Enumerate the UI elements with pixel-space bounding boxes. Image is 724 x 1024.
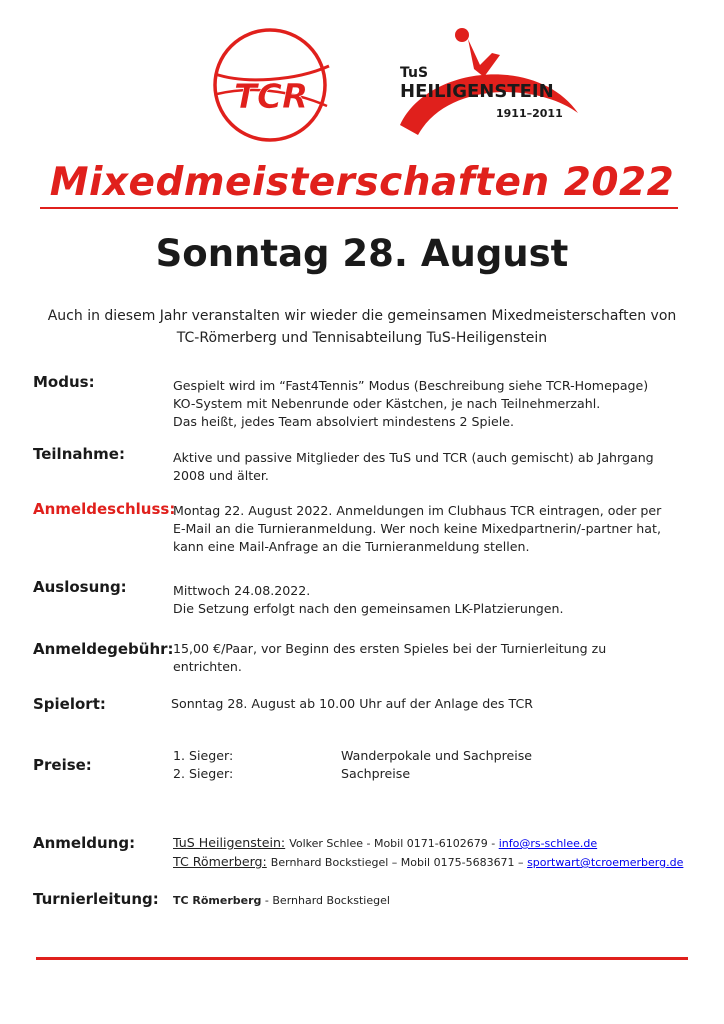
svg-text:HEILIGENSTEIN: HEILIGENSTEIN	[400, 81, 554, 102]
prize-places	[173, 747, 233, 783]
anmeldeschluss-line: kann eine Mail-Anfrage an die Turnieranmeldung stellen.	[173, 539, 530, 554]
modus-line: KO-System mit Nebenrunde oder Kästchen, je nach Teilnehmerzahl.	[173, 396, 601, 411]
intro-line-2: TC-Römerberg und Tennisabteilung TuS-Heiligenstein	[176, 330, 548, 346]
teilnahme-line: 2008 und älter.	[173, 468, 269, 483]
modus-label: Modus:	[33, 373, 95, 391]
title-underline	[40, 207, 678, 209]
modus-line: Das heißt, jedes Team absolviert mindestens 2 Spiele.	[173, 414, 515, 429]
tcr-logo	[205, 26, 335, 144]
spielort-text: Sonntag 28. August ab 10.00 Uhr auf der Anlage des TCR	[171, 696, 533, 711]
svg-text:TuS: TuS	[400, 65, 429, 81]
prize-place: 2. Sieger:	[173, 766, 234, 781]
teilnahme-text	[173, 449, 693, 485]
svg-text:1911–2011: 1911–2011	[496, 107, 563, 120]
auslosung-line: Mittwoch 24.08.2022.	[173, 583, 311, 598]
tus-heiligenstein-logo	[388, 25, 584, 143]
contact-row	[173, 834, 693, 853]
modus-text	[173, 377, 693, 431]
prize-item: Sachpreise	[341, 766, 411, 781]
intro-text	[20, 305, 704, 349]
modus-line: Gespielt wird im “Fast4Tennis” Modus (Beschreibung siehe TCR-Homepage)	[173, 378, 649, 393]
turnierleitung-text	[173, 892, 693, 910]
turnierleitung-label: Turnierleitung:	[33, 890, 159, 908]
intro-line-1: Auch in diesem Jahr veranstalten wir wieder die gemeinsamen Mixedmeisterschaften von	[47, 308, 677, 324]
contact-details: Bernhard Bockstiegel – Mobil 0175-5683671 –	[270, 856, 528, 869]
anmeldeschluss-label: Anmeldeschluss:	[33, 500, 176, 518]
turnierleitung-club: TC Römerberg	[173, 894, 262, 907]
prize-table	[173, 747, 693, 787]
turnierleitung-line	[173, 892, 693, 910]
auslosung-line: Die Setzung erfolgt nach den gemeinsamen LK-Platzierungen.	[173, 601, 564, 616]
anmeldung-contacts	[173, 834, 693, 872]
anmeldeschluss-text	[173, 502, 693, 556]
anmeldegebuehr-line: entrichten.	[173, 659, 242, 674]
contact-club: TuS Heiligenstein:	[173, 835, 286, 850]
anmeldegebuehr-line: 15,00 €/Paar, vor Beginn des ersten Spieles bei der Turnierleitung zu	[173, 641, 607, 656]
turnierleitung-person: - Bernhard Bockstiegel	[261, 894, 390, 907]
svg-text:TCR: TCR	[233, 77, 309, 117]
prize-item: Wanderpokale und Sachpreise	[341, 748, 533, 763]
bottom-divider	[36, 957, 688, 960]
preise-label: Preise:	[33, 756, 92, 774]
prize-items	[341, 747, 532, 783]
anmeldung-label: Anmeldung:	[33, 834, 136, 852]
contact-email-link[interactable]: sportwart@tcroemerberg.de	[527, 856, 684, 869]
contact-details: Volker Schlee - Mobil 0171-6102679 -	[289, 837, 499, 850]
anmeldegebuehr-label: Anmeldegebühr:	[33, 640, 174, 658]
teilnahme-line: Aktive und passive Mitglieder des TuS und TCR (auch gemischt) ab Jahrgang	[173, 450, 654, 465]
anmeldegebuehr-text	[173, 640, 693, 676]
page-title: Mixedmeisterschaften 2022	[49, 160, 675, 205]
anmeldeschluss-line: Montag 22. August 2022. Anmeldungen im Clubhaus TCR eintragen, oder per	[173, 503, 662, 518]
anmeldeschluss-line: E-Mail an die Turnieranmeldung. Wer noch keine Mixedpartnerin/-partner hat,	[173, 521, 661, 536]
auslosung-label: Auslosung:	[33, 578, 127, 596]
contact-email-link[interactable]: info@rs-schlee.de	[498, 837, 598, 850]
prize-place: 1. Sieger:	[173, 748, 234, 763]
spielort-label: Spielort:	[33, 695, 106, 713]
teilnahme-label: Teilnahme:	[33, 445, 125, 463]
event-date-heading: Sonntag 28. August	[155, 232, 569, 275]
contact-row	[173, 853, 693, 872]
auslosung-text	[173, 582, 693, 618]
contact-club: TC Römerberg:	[173, 854, 267, 869]
